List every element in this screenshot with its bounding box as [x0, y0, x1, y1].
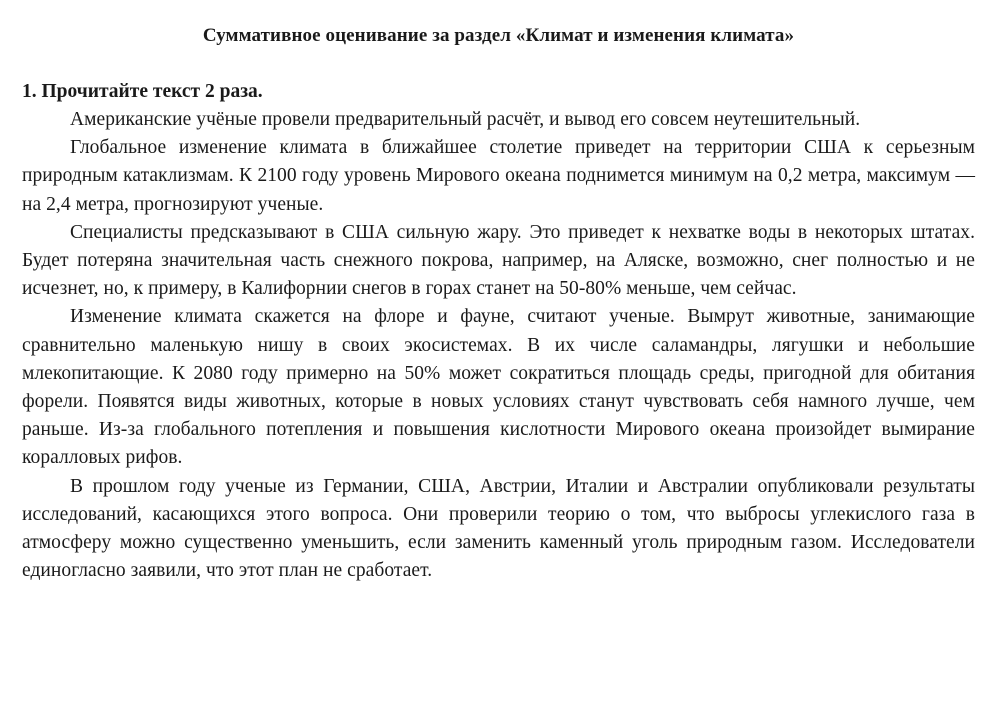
- document-title: Суммативное оценивание за раздел «Климат и изменения климата»: [202, 25, 795, 46]
- paragraph: В прошлом году ученые из Германии, США, Австрии, Италии и Австралии опубликовали результаты исследований, касающихся этого вопроса. Они проверили теорию о том, что выбросы углекислого газа в атмосферу можно существенно уменьшить, если заменить каменный уголь природным газом. Исследователи единогласно заявили, что этот план не сработает.: [22, 475, 975, 582]
- paragraph: Специалисты предсказывают в США сильную жару. Это приведет к нехватке воды в некоторых штатах. Будет потеряна значительная часть снежного покрова, например, на Аляске, возможно, снег полностью и не исчезнет, но, к примеру, в Калифорнии снегов в горах станет на 50-80% меньше, чем сейчас.: [22, 221, 975, 300]
- document-page: [22, 22, 975, 585]
- task-heading: 1. Прочитайте текст 2 раза.: [22, 81, 263, 102]
- paragraph: Глобальное изменение климата в ближайшее столетие приведет на территории США к серьезным природным катаклизмам. К 2100 году уровень Мирового океана поднимется минимум на 0,2 метра, максимум — на 2,4 метра, прогнозируют ученые.: [22, 137, 975, 215]
- paragraph: Американские учёные провели предварительный расчёт, и вывод его совсем неутешительный.: [70, 109, 861, 130]
- paragraph: Изменение климата скажется на флоре и фауне, считают ученые. Вымрут животные, занимающие сравнительно маленькую нишу в своих экосистемах. В их числе саламандры, лягушки и небольшие млекопитающие. К 2080 году примерно на 50% может сократиться площадь среды, пригодной для обитания форели. Появятся виды животных, которые в новых условиях станут чувствовать себя намного лучше, чем раньше. Из-за глобального потепления и повышения кислотности Мирового океана произойдет вымирание коралловых рифов.: [22, 306, 975, 469]
